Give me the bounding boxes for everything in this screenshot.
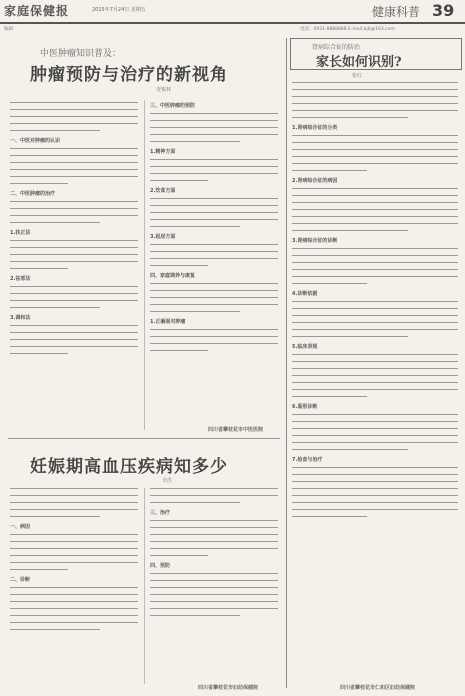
- subhead: 1.肾病综合征的分类: [292, 125, 338, 131]
- page-number: 39: [432, 1, 455, 20]
- subhead: 2.肾病综合征的病因: [292, 178, 338, 184]
- newspaper-title: 家庭保健报: [4, 4, 70, 18]
- article-credit: 四川省攀枝花市妇幼保健院: [198, 685, 259, 691]
- subhead: 6.鉴别诊断: [292, 404, 318, 410]
- subhead: 4.诊断依据: [292, 291, 318, 297]
- section-rule: [8, 438, 280, 439]
- article-byline: 李洪: [162, 478, 173, 484]
- subhead: 2.饮食方面: [150, 188, 176, 194]
- subhead: 1.精神方面: [150, 149, 176, 155]
- article-column: [292, 82, 458, 682]
- subhead: 2.祛邪法: [10, 276, 31, 282]
- subhead: 一、中医对肿瘤的认识: [10, 138, 61, 144]
- subhead: 四、预防: [150, 563, 171, 569]
- masthead-rule: [0, 22, 465, 24]
- section-title: 健康科普: [372, 5, 421, 19]
- subhead: 二、诊断: [10, 577, 31, 583]
- subhead: 一、病因: [10, 524, 31, 530]
- subhead: 三、中医肿瘤的预防: [150, 103, 196, 109]
- subhead: 二、中医肿瘤的治疗: [10, 191, 56, 197]
- article-byline: 张红: [352, 73, 363, 79]
- article-title: 家长如何识别?: [316, 55, 402, 70]
- masthead-subline: [0, 25, 465, 33]
- article-kicker: 中医肿瘤知识普及：: [40, 49, 122, 59]
- masthead: [0, 0, 465, 22]
- column-rule: [144, 100, 145, 430]
- subhead: 三、治疗: [150, 510, 171, 516]
- article-byline: 查锡林: [156, 87, 172, 93]
- article-column: [150, 488, 278, 678]
- subhead: 1.扶正法: [10, 230, 31, 236]
- subhead: 3.起居方面: [150, 234, 176, 240]
- subhead: 3.调和法: [10, 315, 31, 321]
- article-title: 妊娠期高血压疾病知多少: [30, 457, 228, 477]
- contact-line: 电话：0931-8888888 E-mail:bjb@163.com: [300, 27, 395, 32]
- subhead: 四、家庭调养与康复: [150, 273, 196, 279]
- subhead: 3.肾病综合征的诊断: [292, 238, 338, 244]
- article-column: [10, 488, 138, 684]
- subhead: 5.临床表现: [292, 344, 318, 350]
- subhead: 7.检查与治疗: [292, 457, 323, 463]
- article-title: 肿瘤预防与治疗的新视角: [30, 65, 228, 85]
- article-column: [150, 102, 278, 432]
- article-column: [10, 102, 138, 432]
- subhead: 1.正确面对肿瘤: [150, 319, 186, 325]
- article-kicker: 肾病综合征的防治: [312, 44, 361, 51]
- editor-line: 编辑：: [4, 27, 18, 32]
- issue-date: 2015年7月24日 星期五: [92, 7, 146, 13]
- article-credit: 四川省攀枝花市中医医院: [208, 427, 264, 433]
- page-column-rule: [286, 38, 287, 688]
- column-rule: [144, 488, 145, 684]
- article-credit: 四川省攀枝花市仁和区妇幼保健院: [340, 685, 416, 691]
